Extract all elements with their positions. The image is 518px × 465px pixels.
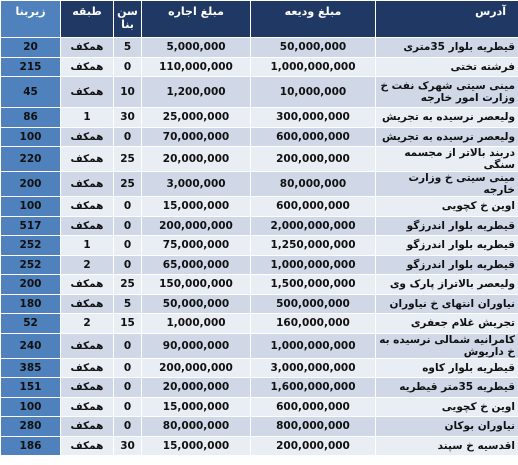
- cell-deposit: 800,000,000: [251, 417, 376, 437]
- cell-deposit: 160,000,000: [251, 314, 376, 334]
- cell-age: 15: [114, 314, 142, 334]
- cell-deposit: 50,000,000: [251, 38, 376, 58]
- header-age: سن بنا: [114, 1, 142, 38]
- header-deposit: مبلغ ودیعه: [251, 1, 376, 38]
- table-row: [1, 38, 518, 58]
- cell-floor: همکف: [61, 197, 114, 217]
- cell-age: 0: [114, 57, 142, 77]
- cell-floor: همکف: [61, 294, 114, 314]
- cell-deposit: 1,000,000,000: [251, 57, 376, 77]
- cell-age: 0: [114, 197, 142, 217]
- cell-age: 0: [114, 216, 142, 236]
- cell-deposit: 600,000,000: [251, 397, 376, 417]
- table-row: [1, 57, 518, 77]
- cell-floor: همکف: [61, 378, 114, 398]
- table-row: [1, 314, 518, 334]
- header-floor: طبقه: [61, 1, 114, 38]
- table-row: [1, 147, 518, 172]
- cell-area: 100: [1, 127, 61, 147]
- table-row: [1, 333, 518, 358]
- cell-age: 0: [114, 378, 142, 398]
- table-row: [1, 397, 518, 417]
- cell-deposit: 1,000,000,000: [251, 255, 376, 275]
- cell-address: قیطریه بلوار اندرزگو: [376, 255, 518, 275]
- table-row: [1, 236, 518, 256]
- cell-floor: همکف: [61, 57, 114, 77]
- cell-rent: 150,000,000: [142, 275, 251, 295]
- cell-floor: همکف: [61, 147, 114, 172]
- cell-floor: همکف: [61, 358, 114, 378]
- cell-rent: 200,000,000: [142, 216, 251, 236]
- cell-age: 30: [114, 436, 142, 456]
- table-row: [1, 275, 518, 295]
- header-address: آدرس: [376, 1, 518, 38]
- table-row: [1, 197, 518, 217]
- cell-rent: 75,000,000: [142, 236, 251, 256]
- cell-area: 215: [1, 57, 61, 77]
- table-row: [1, 77, 518, 108]
- cell-floor: 1: [61, 236, 114, 256]
- cell-deposit: 1,000,000,000: [251, 333, 376, 358]
- cell-age: 0: [114, 397, 142, 417]
- cell-area: 180: [1, 294, 61, 314]
- header-area: زیربنا: [1, 1, 61, 38]
- cell-area: 200: [1, 172, 61, 197]
- cell-address: مینی سیتی شهرک نفت خ وزارت امور خارجه: [376, 77, 518, 108]
- cell-rent: 3,000,000: [142, 172, 251, 197]
- table-row: [1, 358, 518, 378]
- cell-age: 25: [114, 147, 142, 172]
- cell-deposit: 1,600,000,000: [251, 378, 376, 398]
- cell-rent: 90,000,000: [142, 333, 251, 358]
- cell-rent: 15,000,000: [142, 197, 251, 217]
- table-row: [1, 127, 518, 147]
- cell-floor: همکف: [61, 172, 114, 197]
- table-row: [1, 436, 518, 456]
- table-body: [1, 38, 518, 456]
- cell-floor: همکف: [61, 436, 114, 456]
- cell-address: قیطریه بلوار کاوه: [376, 358, 518, 378]
- table-row: [1, 172, 518, 197]
- cell-address: فرشته تختی: [376, 57, 518, 77]
- header-row: [1, 1, 518, 38]
- cell-area: 517: [1, 216, 61, 236]
- cell-address: اوین خ کچویی: [376, 197, 518, 217]
- cell-floor: 2: [61, 255, 114, 275]
- cell-rent: 5,000,000: [142, 38, 251, 58]
- cell-address: مینی سیتی خ وزارت خارجه: [376, 172, 518, 197]
- cell-age: 0: [114, 417, 142, 437]
- cell-area: 220: [1, 147, 61, 172]
- cell-rent: 1,200,000: [142, 77, 251, 108]
- cell-age: 5: [114, 38, 142, 58]
- cell-deposit: 1,250,000,000: [251, 236, 376, 256]
- cell-age: 0: [114, 333, 142, 358]
- cell-deposit: 500,000,000: [251, 294, 376, 314]
- cell-floor: همکف: [61, 397, 114, 417]
- cell-age: 10: [114, 77, 142, 108]
- table-row: [1, 294, 518, 314]
- cell-address: اقدسیه خ سپند: [376, 436, 518, 456]
- cell-address: تجریش غلام جعفری: [376, 314, 518, 334]
- cell-age: 0: [114, 255, 142, 275]
- cell-age: 5: [114, 294, 142, 314]
- cell-rent: 80,000,000: [142, 417, 251, 437]
- cell-deposit: 80,000,000: [251, 172, 376, 197]
- cell-rent: 15,000,000: [142, 436, 251, 456]
- cell-address: قیطریه بلوار اندرزگو: [376, 236, 518, 256]
- cell-area: 100: [1, 397, 61, 417]
- table-row: [1, 378, 518, 398]
- cell-deposit: 300,000,000: [251, 108, 376, 128]
- cell-area: 151: [1, 378, 61, 398]
- header-rent: مبلغ اجاره: [142, 1, 251, 38]
- cell-area: 45: [1, 77, 61, 108]
- table-row: [1, 417, 518, 437]
- cell-deposit: 10,000,000: [251, 77, 376, 108]
- cell-floor: همکف: [61, 333, 114, 358]
- cell-floor: همکف: [61, 127, 114, 147]
- cell-rent: 70,000,000: [142, 127, 251, 147]
- cell-age: 0: [114, 236, 142, 256]
- cell-floor: همکف: [61, 77, 114, 108]
- table-row: [1, 108, 518, 128]
- cell-deposit: 600,000,000: [251, 197, 376, 217]
- cell-address: نیاوران بوکان: [376, 417, 518, 437]
- table-row: [1, 255, 518, 275]
- cell-area: 100: [1, 197, 61, 217]
- cell-rent: 1,000,000: [142, 314, 251, 334]
- cell-area: 200: [1, 275, 61, 295]
- cell-area: 280: [1, 417, 61, 437]
- table-row: [1, 216, 518, 236]
- cell-age: 25: [114, 172, 142, 197]
- cell-floor: همکف: [61, 275, 114, 295]
- cell-deposit: 3,000,000,000: [251, 358, 376, 378]
- cell-area: 385: [1, 358, 61, 378]
- cell-rent: 20,000,000: [142, 378, 251, 398]
- cell-floor: همکف: [61, 417, 114, 437]
- cell-age: 25: [114, 275, 142, 295]
- cell-rent: 15,000,000: [142, 397, 251, 417]
- cell-address: ولیعصر بالاتراز پارک وی: [376, 275, 518, 295]
- cell-area: 20: [1, 38, 61, 58]
- cell-address: قیطریه بلوار 35متری: [376, 38, 518, 58]
- cell-rent: 25,000,000: [142, 108, 251, 128]
- cell-rent: 110,000,000: [142, 57, 251, 77]
- cell-age: 0: [114, 127, 142, 147]
- cell-rent: 50,000,000: [142, 294, 251, 314]
- cell-deposit: 200,000,000: [251, 147, 376, 172]
- cell-area: 252: [1, 255, 61, 275]
- cell-area: 240: [1, 333, 61, 358]
- cell-age: 30: [114, 108, 142, 128]
- cell-deposit: 200,000,000: [251, 436, 376, 456]
- cell-address: دربند بالاتر از مجسمه سنگی: [376, 147, 518, 172]
- cell-address: ولیعصر نرسیده به تجریش: [376, 108, 518, 128]
- cell-floor: همکف: [61, 38, 114, 58]
- cell-address: قیطریه بلوار اندرزگو: [376, 216, 518, 236]
- cell-rent: 65,000,000: [142, 255, 251, 275]
- cell-address: نیاوران انتهای خ نیاوران: [376, 294, 518, 314]
- cell-area: 52: [1, 314, 61, 334]
- cell-rent: 200,000,000: [142, 358, 251, 378]
- cell-deposit: 600,000,000: [251, 127, 376, 147]
- cell-address: قیطریه 35متر قیطریه: [376, 378, 518, 398]
- cell-deposit: 2,000,000,000: [251, 216, 376, 236]
- cell-address: اوین خ کچویی: [376, 397, 518, 417]
- cell-address: ولیعصر نرسیده به تجریش: [376, 127, 518, 147]
- cell-address: کامرانیه شمالی نرسیده به خ داریوش: [376, 333, 518, 358]
- cell-rent: 20,000,000: [142, 147, 251, 172]
- cell-floor: 2: [61, 314, 114, 334]
- cell-area: 86: [1, 108, 61, 128]
- cell-area: 186: [1, 436, 61, 456]
- cell-area: 252: [1, 236, 61, 256]
- cell-floor: 1: [61, 108, 114, 128]
- cell-age: 0: [114, 358, 142, 378]
- cell-floor: همکف: [61, 216, 114, 236]
- cell-deposit: 1,500,000,000: [251, 275, 376, 295]
